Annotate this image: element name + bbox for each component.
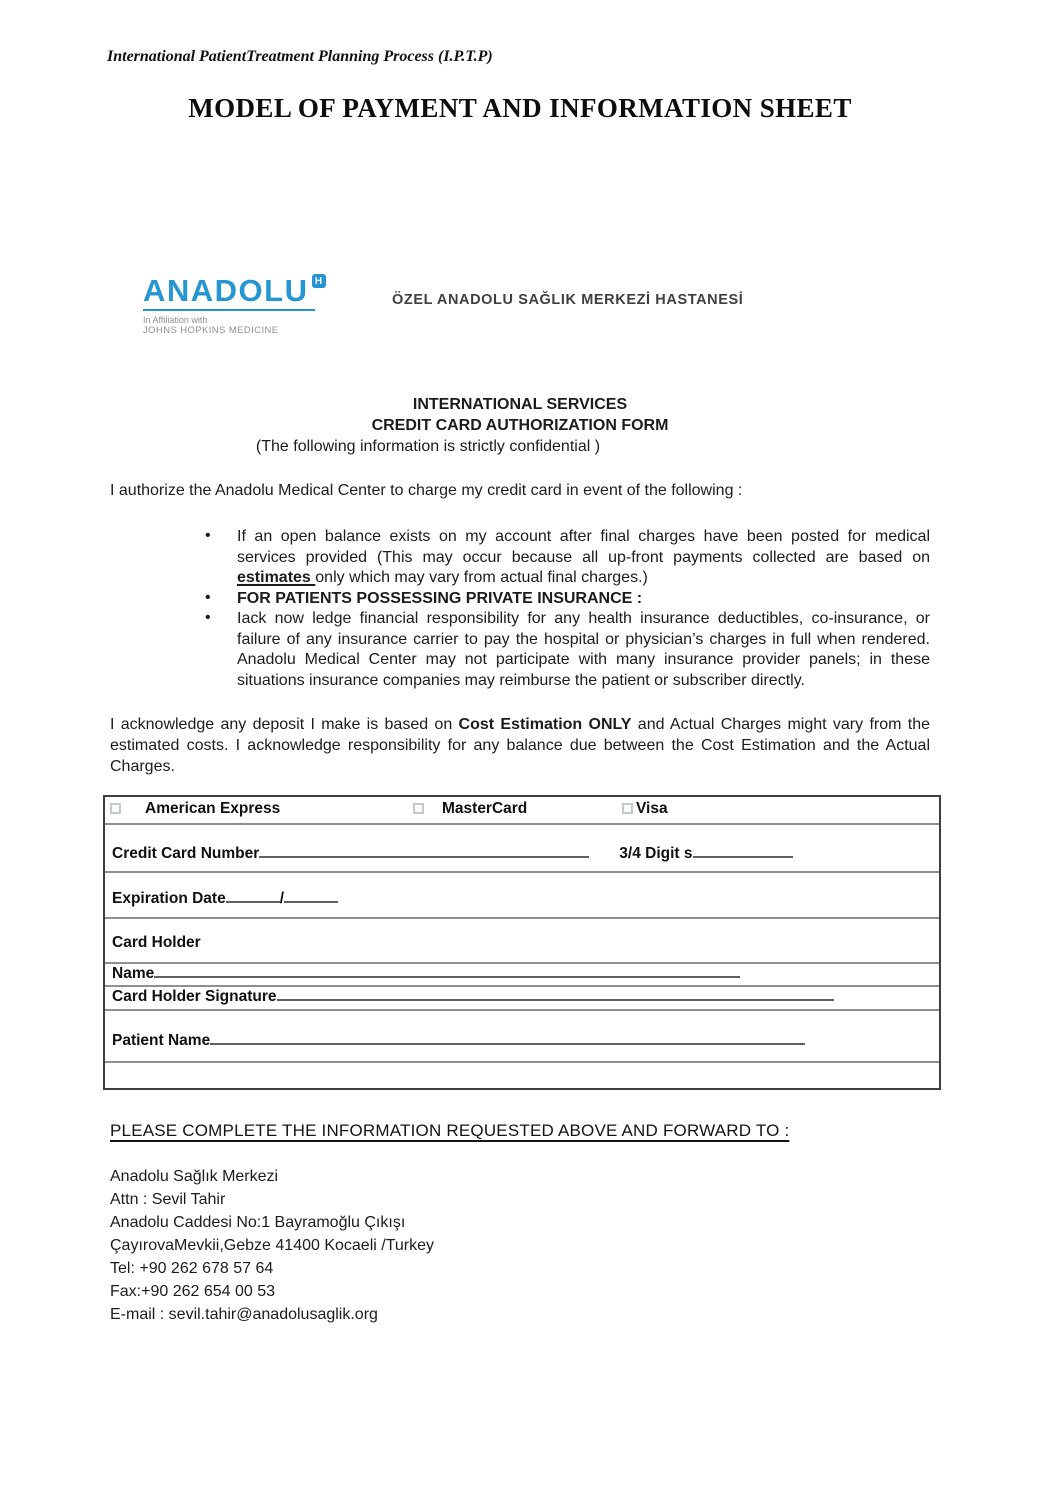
- digits-label: 3/4 Digit s: [619, 845, 693, 862]
- address-tel: Tel: +90 262 678 57 64: [110, 1260, 274, 1277]
- expiration-date-label: Expiration Date: [112, 890, 226, 907]
- list-item: [110, 527, 930, 589]
- affiliation-line1: In Affiliation with: [143, 315, 208, 325]
- authorization-intro: I authorize the Anadolu Medical Center to charge my credit card in event of the following :: [110, 482, 743, 499]
- affiliation-line2: JOHNS HOPKINS MEDICINE: [143, 325, 279, 336]
- name-label: Name: [112, 965, 155, 982]
- patient-name-row: [105, 1009, 939, 1061]
- expiration-month-line[interactable]: [226, 901, 280, 903]
- card-holder-signature-label: Card Holder Signature: [112, 988, 277, 1005]
- mastercard-label: MasterCard: [442, 800, 528, 817]
- address-org: Anadolu Sağlık Merkezi: [110, 1168, 279, 1185]
- expiration-year-line[interactable]: [284, 901, 338, 903]
- patient-name-label: Patient Name: [112, 1032, 211, 1049]
- confidential-note: (The following information is strictly confidential ): [255, 438, 601, 455]
- bullet-icon: [205, 609, 237, 691]
- visa-checkbox[interactable]: [622, 803, 633, 814]
- ack-post: and Actual Charges might vary from the estimated costs. I acknowledge responsibility for any balance due between the Cost Estimation and the Actual Charges.: [110, 716, 930, 775]
- bullet-list: [110, 527, 930, 691]
- address-email: E-mail : sevil.tahir@anadolusaglik.org: [110, 1306, 378, 1323]
- address-attn: Attn : Sevil Tahir: [110, 1191, 226, 1208]
- form-heading-line2: CREDIT CARD AUTHORIZATION FORM: [371, 417, 669, 434]
- expiration-row: [105, 871, 939, 917]
- card-holder-row: [105, 917, 939, 962]
- address-street: Anadolu Caddesi No:1 Bayramoğlu Çıkışı: [110, 1214, 406, 1231]
- card-number-row: [105, 823, 939, 871]
- form-heading-line1: INTERNATIONAL SERVICES: [412, 396, 628, 413]
- list-item: [110, 589, 930, 610]
- signature-line[interactable]: [277, 999, 834, 1001]
- bullet1-text-pre: If an open balance exists on my account after final charges have been posted for medical services provided (This may occur because all up-front payments collected are based on: [237, 528, 930, 566]
- logo-rule: [143, 309, 315, 311]
- list-item: [110, 609, 930, 691]
- amex-checkbox[interactable]: [110, 803, 121, 814]
- address-block: [110, 1165, 930, 1326]
- mastercard-checkbox[interactable]: [413, 803, 424, 814]
- empty-row: [105, 1061, 939, 1088]
- anadolu-logo: [143, 273, 328, 336]
- credit-card-number-label: Credit Card Number: [112, 845, 260, 862]
- amex-label: American Express: [145, 800, 281, 817]
- acknowledgement-paragraph: [110, 714, 930, 777]
- hospital-name: ÖZEL ANADOLU SAĞLIK MERKEZİ HASTANESİ: [392, 292, 744, 308]
- name-row: [105, 962, 939, 985]
- digits-line[interactable]: [693, 856, 793, 858]
- anadolu-wordmark: ANADOLU: [143, 273, 309, 308]
- bullet1-estimates-emphasis: estimates: [237, 569, 316, 586]
- card-holder-label: Card Holder: [112, 934, 201, 951]
- card-type-row: [105, 797, 939, 823]
- bullet-icon: [205, 589, 237, 610]
- ack-bold: Cost Estimation ONLY: [458, 716, 632, 733]
- expiration-separator: /: [279, 890, 285, 907]
- patient-name-line[interactable]: [210, 1043, 805, 1045]
- logo-row: [110, 273, 930, 336]
- bullet-icon: [205, 527, 237, 589]
- address-city: ÇayırovaMevkii,Gebze 41400 Kocaeli /Turkey: [110, 1237, 434, 1254]
- page-title: MODEL OF PAYMENT AND INFORMATION SHEET: [188, 93, 852, 123]
- ack-pre: I acknowledge any deposit I make is based on: [110, 716, 459, 733]
- bullet2-text: FOR PATIENTS POSSESSING PRIVATE INSURANCE :: [237, 589, 643, 607]
- bullet3-text: Iack now ledge financial responsibility for any health insurance deductibles, co-insurance, or failure of any insurance carrier to pay the hospital or physician’s charges in full when rendered. Anadolu Medical Center may not participate with many insurance provider panels; in these situations insurance companies may reimburse the patient or subscriber directly.: [237, 610, 930, 689]
- form-heading: [110, 394, 930, 457]
- process-header: International PatientTreatment Planning Process (I.P.T.P): [107, 48, 493, 65]
- hospital-h-icon: H: [312, 274, 326, 288]
- forward-instruction: PLEASE COMPLETE THE INFORMATION REQUESTED ABOVE AND FORWARD TO :: [110, 1121, 790, 1140]
- signature-row: [105, 985, 939, 1009]
- name-line[interactable]: [154, 976, 740, 978]
- visa-label: Visa: [636, 800, 668, 817]
- address-fax: Fax:+90 262 654 00 53: [110, 1283, 276, 1300]
- bullet1-text-post: only which may vary from actual final charges.): [315, 569, 648, 586]
- credit-card-form-table: [103, 795, 941, 1090]
- credit-card-number-line[interactable]: [259, 856, 589, 858]
